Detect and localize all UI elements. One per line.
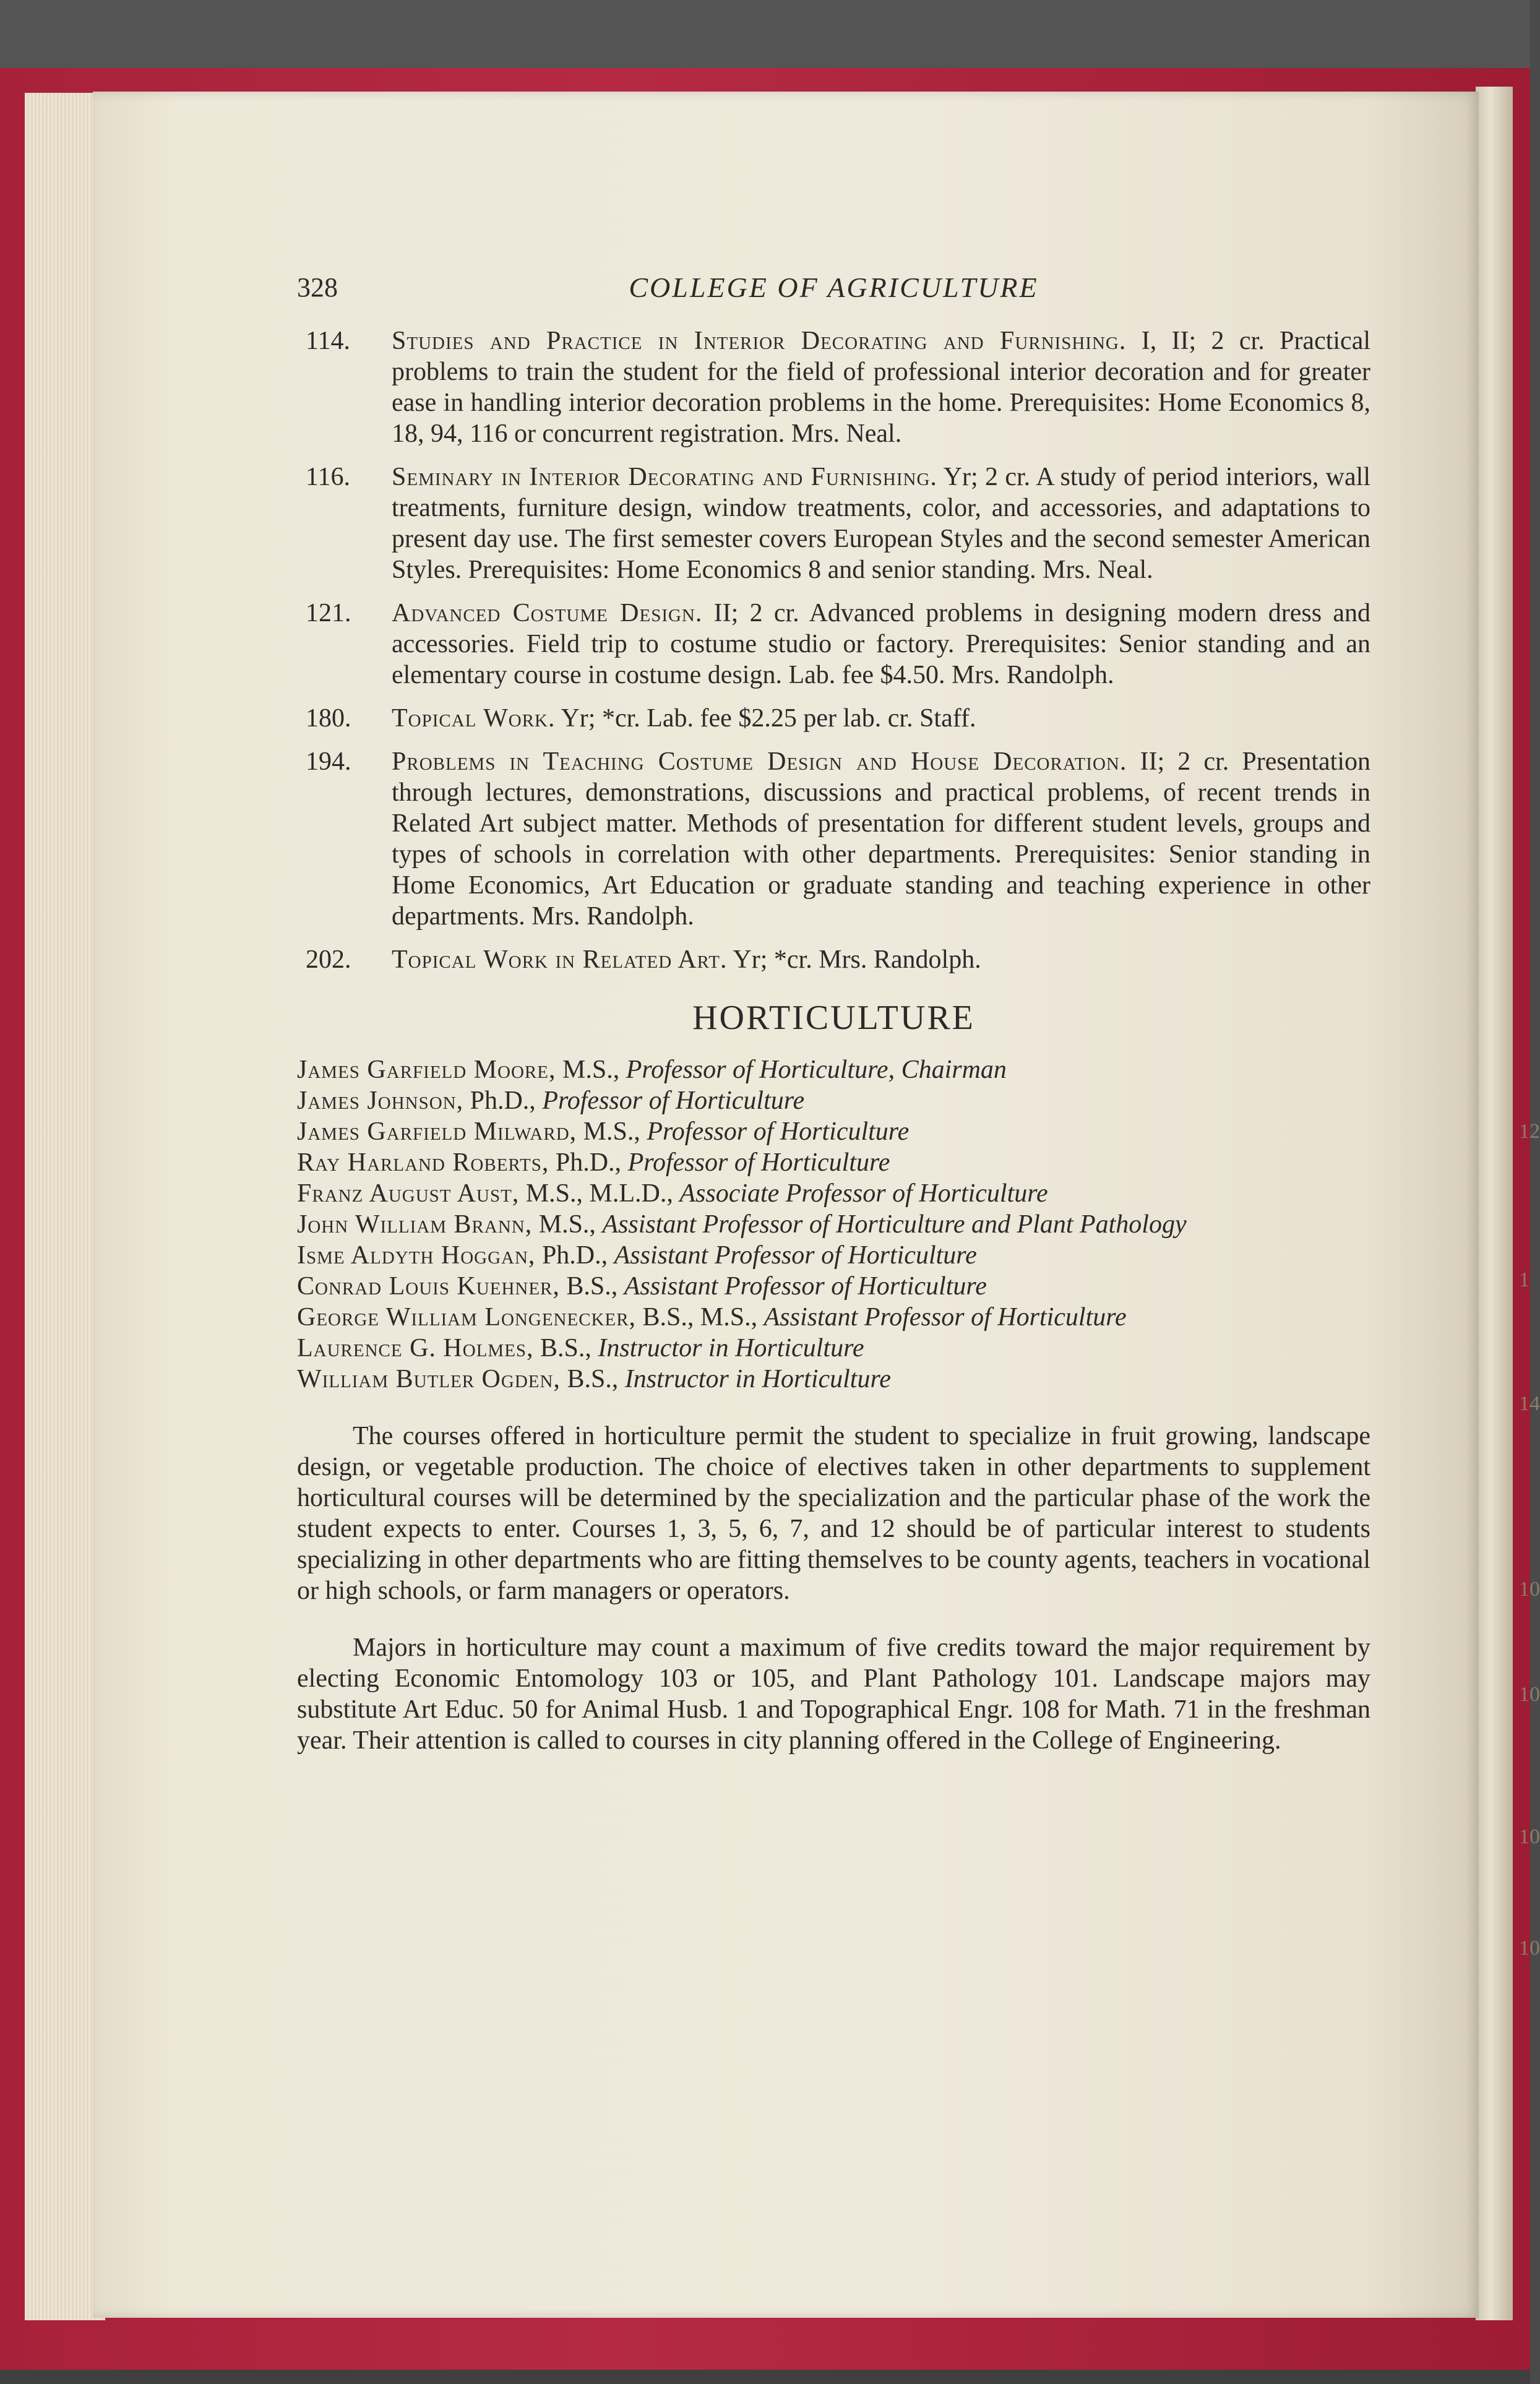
faculty-entry [297, 1085, 1370, 1116]
course-description: Yr; 2 cr. A study of period interiors, wall treatments, furniture design, window treatments, color, and accessories, and adaptations to present day use. The first semester covers European Styles and the second semester American Styles. Prerequisites: Home Economics 8 and senior standing. Mrs. Neal. [392, 463, 1370, 584]
faculty-title: Assistant Professor of Horticulture [614, 1241, 977, 1270]
faculty-entry [297, 1271, 1370, 1302]
faculty-degrees: M.S., [562, 1056, 620, 1084]
faculty-degrees: Ph.D., [470, 1087, 536, 1115]
page-header [297, 272, 1370, 311]
facing-margin-number: 10 [1519, 1683, 1540, 1706]
faculty-title: Professor of Horticulture [627, 1148, 890, 1177]
facing-margin-number: 14 [1519, 1392, 1540, 1415]
faculty-name: James Garfield Milward, [297, 1117, 577, 1146]
faculty-title: Assistant Professor of Horticulture [624, 1272, 987, 1301]
faculty-degrees: M.S., [538, 1210, 596, 1239]
faculty-degrees: B.S., [566, 1272, 618, 1301]
course-number: 116. [306, 463, 350, 491]
course-entry [297, 598, 1370, 691]
course-number: 202. [306, 945, 351, 974]
course-description: Yr; *cr. Mrs. Randolph. [733, 945, 981, 974]
faculty-name: Conrad Louis Kuehner, [297, 1272, 560, 1301]
faculty-list [297, 1054, 1370, 1395]
page-number: 328 [297, 272, 338, 303]
faculty-entry [297, 1147, 1370, 1178]
faculty-title: Instructor in Horticulture [598, 1334, 864, 1362]
faculty-name: James Johnson, [297, 1087, 464, 1115]
facing-page-edge [1476, 87, 1513, 2320]
faculty-degrees: Ph.D., [541, 1241, 608, 1270]
course-number: 121. [306, 599, 351, 627]
faculty-name: George William Longenecker, [297, 1303, 637, 1332]
faculty-name: James Garfield Moore, [297, 1056, 556, 1084]
faculty-entry [297, 1209, 1370, 1240]
faculty-entry [297, 1333, 1370, 1364]
faculty-degrees: B.S., M.S., [642, 1303, 758, 1332]
faculty-name: Isme Aldyth Hoggan, [297, 1241, 536, 1270]
faculty-degrees: M.S., [583, 1117, 640, 1146]
course-title: Topical Work. [392, 704, 556, 733]
body-paragraph: The courses offered in horticulture permit the student to specialize in fruit growing, landscape design, or vegetable production. The choice of electives taken in other departments to supplement horticultural courses will be determined by the specialization and the particular phase of the work the student expects to enter. Courses 1, 3, 5, 6, 7, and 12 should be of particular interest to students specializing in other departments who are fitting themselves to be county agents, teachers in vocational or high schools, or farm managers or operators. [297, 1422, 1370, 1605]
course-title: Problems in Teaching Costume Design and House Decoration. [392, 747, 1127, 776]
faculty-entry [297, 1116, 1370, 1147]
course-number: 180. [306, 704, 351, 733]
facing-margin-number: 1 [1519, 1268, 1529, 1291]
faculty-entry [297, 1054, 1370, 1085]
course-description: Yr; *cr. Lab. fee $2.25 per lab. cr. Staff. [561, 704, 976, 733]
faculty-degrees: M.S., M.L.D., [525, 1179, 673, 1208]
faculty-title: Assistant Professor of Horticulture [764, 1303, 1127, 1332]
faculty-entry [297, 1364, 1370, 1395]
section-title: HORTICULTURE [692, 999, 975, 1037]
faculty-name: William Butler Ogden, [297, 1365, 561, 1393]
faculty-entry [297, 1240, 1370, 1271]
faculty-degrees: B.S., [540, 1334, 591, 1362]
course-entry [297, 462, 1370, 585]
faculty-name: Franz August Aust, [297, 1179, 520, 1208]
faculty-title: Associate Professor of Horticulture [679, 1179, 1048, 1208]
facing-margin-number: 10 [1519, 1578, 1540, 1601]
facing-margin-number: 12 [1519, 1120, 1540, 1143]
facing-margin-number: 10 [1519, 1937, 1540, 1960]
faculty-name: Laurence G. Holmes, [297, 1334, 534, 1362]
course-number: 114. [306, 327, 350, 355]
faculty-title: Professor of Horticulture [542, 1087, 805, 1115]
faculty-title: Instructor in Horticulture [624, 1365, 891, 1393]
faculty-name: John William Brann, [297, 1210, 533, 1239]
course-title: Studies and Practice in Interior Decorating and Furnishing. [392, 327, 1127, 355]
facing-margin-number: 10 [1519, 1825, 1540, 1848]
course-description: I, II; 2 cr. Practical problems to train the student for the field of professional interior decoration and for greater ease in handling interior decoration problems in the home. Prerequisites: Home Economics 8, 18, 94, 116 or concurrent registration. Mrs. Neal. [392, 327, 1371, 448]
course-entry [297, 944, 1370, 975]
course-entry [297, 703, 1370, 734]
page-content [297, 272, 1370, 1762]
faculty-entry [297, 1302, 1370, 1333]
course-list [297, 325, 1370, 975]
course-entry [297, 746, 1370, 932]
faculty-title: Professor of Horticulture [647, 1117, 910, 1146]
course-number: 194. [306, 747, 351, 776]
faculty-name: Ray Harland Roberts, [297, 1148, 549, 1177]
course-title: Seminary in Interior Decorating and Furnishing. [392, 463, 937, 491]
course-description: II; 2 cr. Advanced problems in designing modern dress and accessories. Field trip to costume studio or factory. Prerequisites: Senior standing and an elementary course in costume design. Lab. fee $4.50. Mrs. Randolph. [392, 599, 1371, 689]
faculty-degrees: B.S., [567, 1365, 619, 1393]
faculty-degrees: Ph.D., [555, 1148, 622, 1177]
running-head: COLLEGE OF AGRICULTURE [629, 272, 1039, 303]
course-entry [297, 325, 1370, 449]
course-title: Advanced Costume Design. [392, 599, 703, 627]
faculty-title: Assistant Professor of Horticulture and Plant Pathology [602, 1210, 1187, 1239]
faculty-title: Professor of Horticulture, Chairman [626, 1056, 1007, 1084]
course-title: Topical Work in Related Art. [392, 945, 728, 974]
body-paragraph: Majors in horticulture may count a maximum of five credits toward the major requirement by electing Economic Entomology 103 or 105, and Plant Pathology 101. Landscape majors may substitute Art Educ. 50 for Animal Husb. 1 and Topographical Engr. 108 for Math. 71 in the freshman year. Their attention is called to courses in city planning offered in the College of Engineering. [297, 1633, 1370, 1755]
facing-page-margin-numbers [1519, 0, 1540, 2384]
course-description: II; 2 cr. Presentation through lectures, demonstrations, discussions and practical problems, of recent trends in Related Art subject matter. Methods of presentation for different student levels, groups and types of schools in correlation with other departments. Prerequisites: Senior standing in Home Economics, Art Education or graduate standing and teaching experience in other departments. Mrs. Randolph. [392, 747, 1371, 931]
faculty-entry [297, 1178, 1370, 1209]
